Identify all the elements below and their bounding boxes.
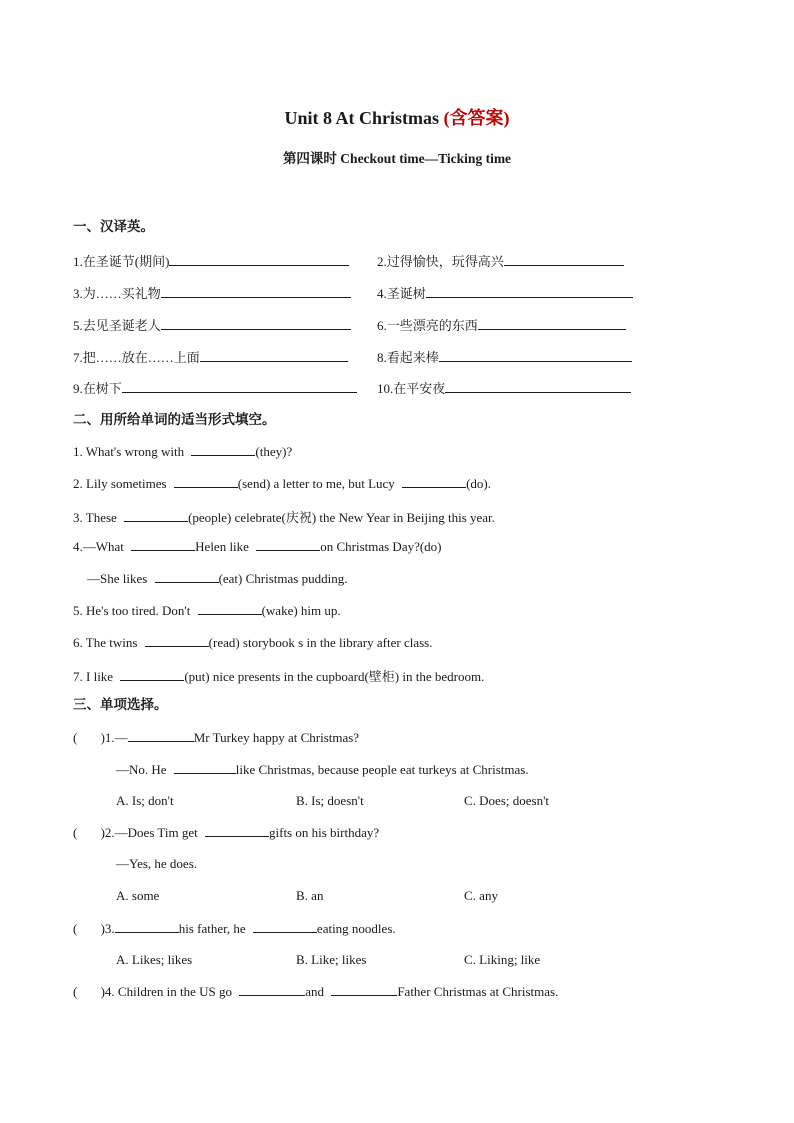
translate-item-10	[377, 378, 631, 397]
question-text: (send) a letter to me, but Lucy	[237, 476, 395, 491]
item-label: 2.过得愉快，玩得高兴	[377, 254, 504, 269]
question-text: (wake) him up.	[261, 603, 341, 618]
item-label: 10.在平安夜	[377, 381, 446, 396]
answer-blank[interactable]	[174, 475, 238, 488]
item-label: 9.在树下	[73, 381, 122, 396]
question-text: (do).	[466, 476, 491, 491]
answer-blank[interactable]	[122, 380, 357, 393]
question-text: Helen like	[195, 539, 249, 554]
option-a[interactable]: A. Is; don't	[116, 793, 174, 808]
fill-question-2	[73, 475, 491, 492]
answer-paren[interactable]: (	[73, 984, 78, 999]
item-label: 1.在圣诞节(期间)	[73, 254, 170, 269]
item-label: 8.看起来棒	[377, 350, 439, 365]
answer-blank[interactable]	[198, 602, 262, 615]
question-text: (put) nice presents in the cupboard(壁柜) in the bedroom.	[184, 669, 485, 684]
question-text: gifts on his birthday?	[269, 825, 380, 840]
answer-blank[interactable]	[174, 761, 236, 774]
section3-heading: 三、单项选择。	[73, 697, 168, 712]
fill-question-5	[73, 602, 341, 619]
question-text: (people) celebrate(庆祝) the New Year in Beijing this year.	[188, 510, 495, 525]
question-text: 7. I like	[73, 669, 114, 684]
question-text: like Christmas, because people eat turkeys at Christmas.	[235, 762, 529, 777]
item-label: 3.为……买礼物	[73, 286, 161, 301]
question-text: 4.—What	[73, 539, 124, 554]
translate-item-5	[73, 315, 351, 334]
question-text: )2.—Does Tim get	[97, 825, 198, 840]
answer-blank[interactable]	[155, 570, 219, 583]
question-text: 2. Lily sometimes	[73, 476, 167, 491]
fill-question-7	[73, 666, 484, 685]
item-label: 4.圣诞树	[377, 286, 426, 301]
answer-blank[interactable]	[124, 509, 188, 522]
choice-question-3	[73, 920, 396, 937]
answer-blank[interactable]	[402, 475, 466, 488]
answer-blank[interactable]	[256, 538, 320, 551]
option-b[interactable]: B. an	[296, 888, 324, 903]
answer-blank[interactable]	[426, 285, 633, 298]
answer-blank[interactable]	[131, 538, 195, 551]
fill-question-1	[73, 443, 292, 460]
fill-question-4	[73, 538, 442, 555]
item-label: 7.把……放在……上面	[73, 350, 200, 365]
question-text: )1.—	[97, 730, 128, 745]
question-text: Mr Turkey happy at Christmas?	[193, 730, 360, 745]
question-text: —She likes	[87, 571, 148, 586]
option-c[interactable]: C. any	[464, 888, 498, 903]
translate-item-8	[377, 347, 632, 366]
item-label: 5.去见圣诞老人	[73, 318, 161, 333]
translate-item-3	[73, 283, 351, 302]
answer-blank[interactable]	[200, 349, 348, 362]
answer-blank[interactable]	[504, 253, 624, 266]
answer-blank[interactable]	[128, 729, 194, 742]
answer-blank[interactable]	[169, 253, 349, 266]
choice-question-4	[73, 983, 558, 1000]
answer-paren[interactable]: (	[73, 921, 78, 936]
question-text: 5. He's too tired. Don't	[73, 603, 191, 618]
answer-paren[interactable]: (	[73, 730, 78, 745]
answer-blank[interactable]	[145, 634, 209, 647]
fill-question-6	[73, 634, 432, 651]
question-text: —No. He	[116, 762, 167, 777]
answer-blank[interactable]	[161, 285, 351, 298]
answer-blank[interactable]	[120, 668, 184, 681]
question-text: 1. What's wrong with	[73, 444, 185, 459]
answer-paren[interactable]: (	[73, 825, 78, 840]
question-text: (eat) Christmas pudding.	[218, 571, 348, 586]
lesson-subtitle: 第四课时 Checkout time—Ticking time	[282, 151, 512, 166]
translate-item-7	[73, 347, 348, 366]
question-text: )3.	[97, 921, 115, 936]
choice-question-1	[73, 729, 359, 746]
question-text: on Christmas Day?(do)	[320, 539, 442, 554]
item-label: 6.一些漂亮的东西	[377, 318, 478, 333]
section2-heading: 二、用所给单词的适当形式填空。	[73, 412, 276, 427]
answer-blank[interactable]	[205, 824, 269, 837]
question-text: Father Christmas at Christmas.	[397, 984, 559, 999]
answer-blank[interactable]	[331, 983, 397, 996]
option-b[interactable]: B. Like; likes	[296, 952, 367, 967]
translate-item-2	[377, 251, 624, 270]
choice-question-1-reply	[116, 761, 529, 778]
answer-blank[interactable]	[439, 349, 632, 362]
translate-item-4	[377, 283, 633, 302]
question-text: his father, he	[178, 921, 246, 936]
translate-item-6	[377, 315, 626, 334]
choice-question-2-reply: —Yes, he does.	[116, 856, 198, 871]
option-a[interactable]: A. some	[116, 888, 160, 903]
answer-blank[interactable]	[253, 920, 317, 933]
option-b[interactable]: B. Is; doesn't	[296, 793, 364, 808]
fill-question-3	[73, 507, 495, 526]
option-c[interactable]: C. Does; doesn't	[464, 793, 550, 808]
question-text: (read) storybook s in the library after class.	[208, 635, 433, 650]
fill-question-4-reply	[87, 570, 347, 587]
translate-item-1	[73, 251, 349, 270]
answer-blank[interactable]	[191, 443, 255, 456]
page-title	[0, 104, 794, 130]
answer-blank[interactable]	[445, 380, 631, 393]
option-a[interactable]: A. Likes; likes	[116, 952, 193, 967]
question-text: 3. These	[73, 510, 117, 525]
answer-blank[interactable]	[239, 983, 305, 996]
question-text: and	[305, 984, 325, 999]
translate-item-9	[73, 378, 357, 397]
section1-heading: 一、汉译英。	[73, 219, 154, 234]
question-text: (they)?	[255, 444, 293, 459]
answer-blank[interactable]	[115, 920, 179, 933]
title-answer-tag: (含答案)	[443, 108, 510, 128]
answer-blank[interactable]	[161, 317, 351, 330]
question-text: 6. The twins	[73, 635, 138, 650]
question-text: eating noodles.	[316, 921, 396, 936]
answer-blank[interactable]	[478, 317, 626, 330]
option-c[interactable]: C. Liking; like	[464, 952, 541, 967]
choice-question-2	[73, 824, 379, 841]
question-text: )4. Children in the US go	[97, 984, 233, 999]
title-text: Unit 8 At Christmas	[284, 108, 439, 128]
